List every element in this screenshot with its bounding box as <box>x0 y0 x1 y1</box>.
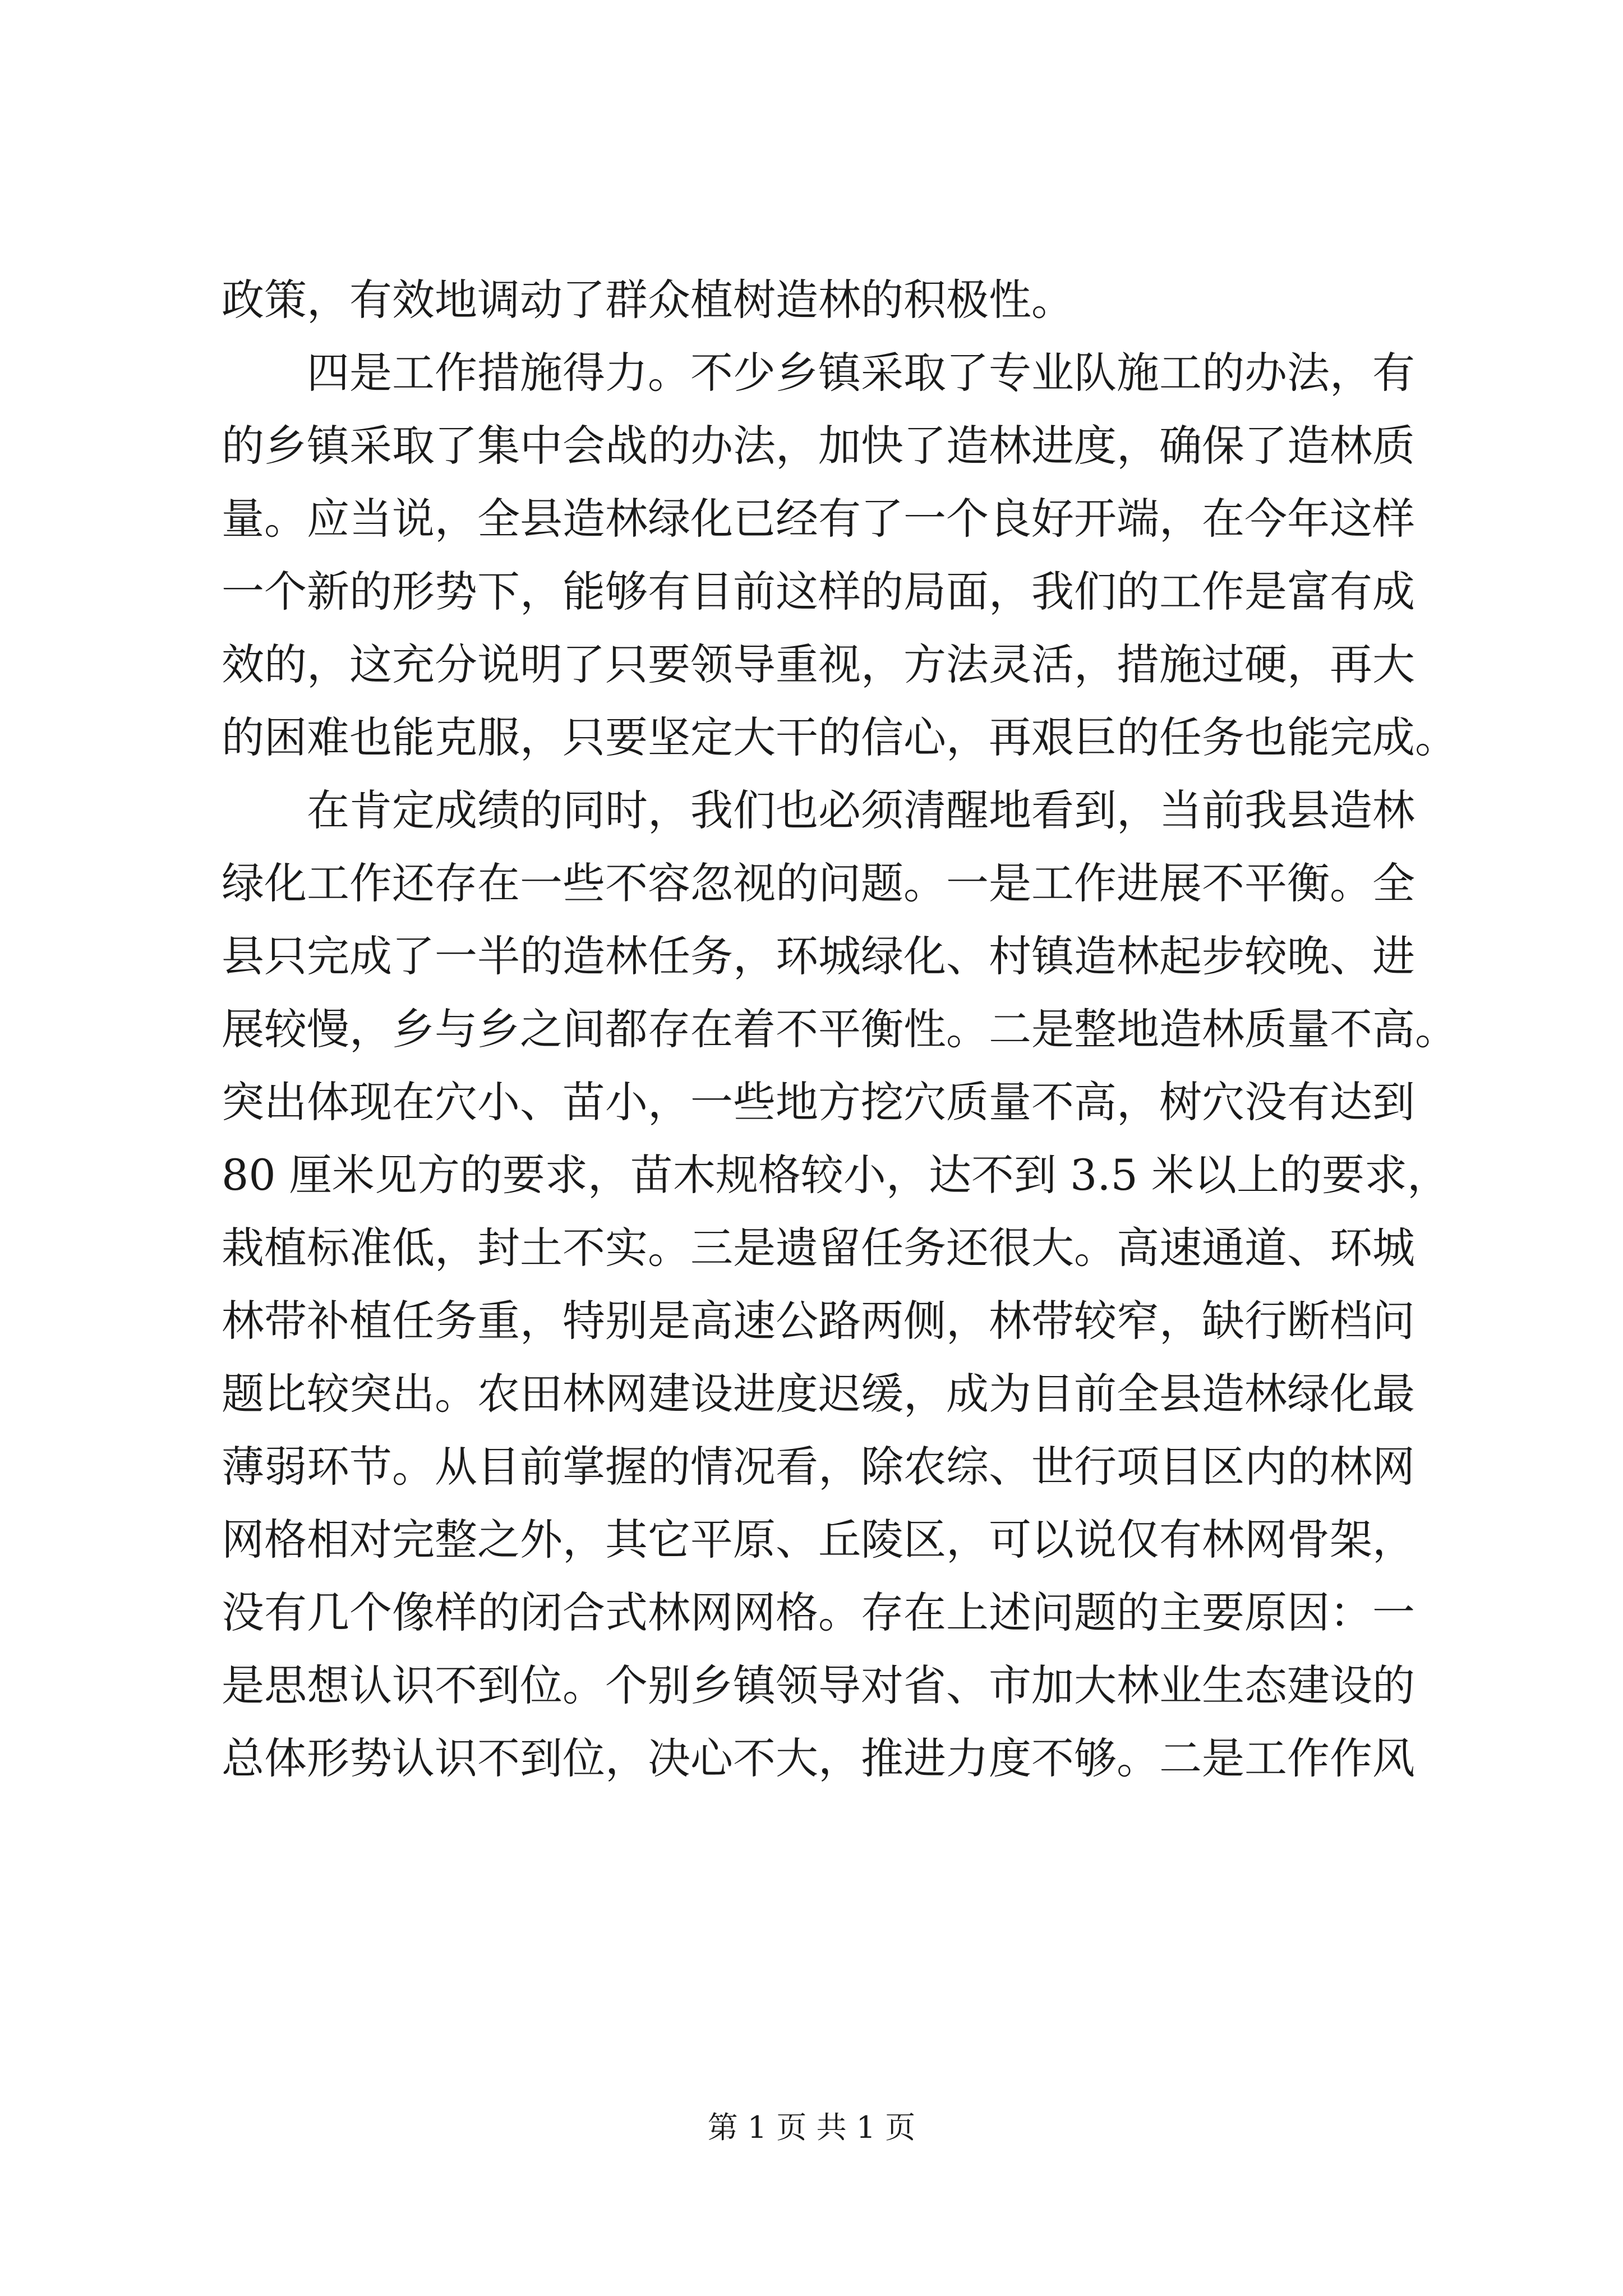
text-line: 总体形势认识不到位，决心不大，推进力度不够。二是工作作风 <box>222 1733 1415 1783</box>
text-line: 在肯定成绩的同时，我们也必须清醒地看到，当前我县造林 <box>307 785 1415 835</box>
text-line: 薄弱环节。从目前掌握的情况看，除农综、世行项目区内的林网 <box>222 1442 1415 1492</box>
text-line: 政策，有效地调动了群众植树造林的积极性。 <box>222 275 1074 325</box>
text-line: 突出体现在穴小、苗小，一些地方挖穴质量不高，树穴没有达到 <box>222 1077 1415 1127</box>
text-line: 展较慢，乡与乡之间都存在着不平衡性。二是整地造林质量不高。 <box>222 1004 1458 1054</box>
text-line: 80 厘米见方的要求，苗木规格较小，达不到 3.5 米以上的要求， <box>222 1150 1450 1200</box>
text-line: 的乡镇采取了集中会战的办法，加快了造林进度，确保了造林质 <box>222 421 1415 471</box>
text-line: 一个新的形势下，能够有目前这样的局面，我们的工作是富有成 <box>222 567 1415 616</box>
text-line: 绿化工作还存在一些不容忽视的问题。一是工作进展不平衡。全 <box>222 858 1415 908</box>
text-line: 题比较突出。农田林网建设进度迟缓，成为目前全县造林绿化最 <box>222 1369 1415 1419</box>
text-line: 是思想认识不到位。个别乡镇领导对省、市加大林业生态建设的 <box>222 1660 1415 1710</box>
text-line: 林带补植任务重，特别是高速公路两侧，林带较窄，缺行断档问 <box>222 1296 1415 1346</box>
text-line: 效的，这充分说明了只要领导重视，方法灵活，措施过硬，再大 <box>222 639 1415 689</box>
text-line: 网格相对完整之外，其它平原、丘陵区，可以说仅有林网骨架， <box>222 1515 1415 1565</box>
text-line: 四是工作措施得力。不少乡镇采取了专业队施工的办法，有 <box>307 348 1415 398</box>
text-line: 栽植标准低，封土不实。三是遗留任务还很大。高速通道、环城 <box>222 1223 1415 1273</box>
text-line: 没有几个像样的闭合式林网网格。存在上述问题的主要原因：一 <box>222 1588 1415 1637</box>
page-footer: 第 1 页 共 1 页 <box>707 2110 916 2145</box>
text-line: 县只完成了一半的造林任务，环城绿化、村镇造林起步较晚、进 <box>222 931 1415 981</box>
text-line: 的困难也能克服，只要坚定大干的信心，再艰巨的任务也能完成。 <box>222 712 1458 762</box>
text-line: 量。应当说，全县造林绿化已经有了一个良好开端，在今年这样 <box>222 494 1415 544</box>
body-text <box>222 264 1458 1795</box>
